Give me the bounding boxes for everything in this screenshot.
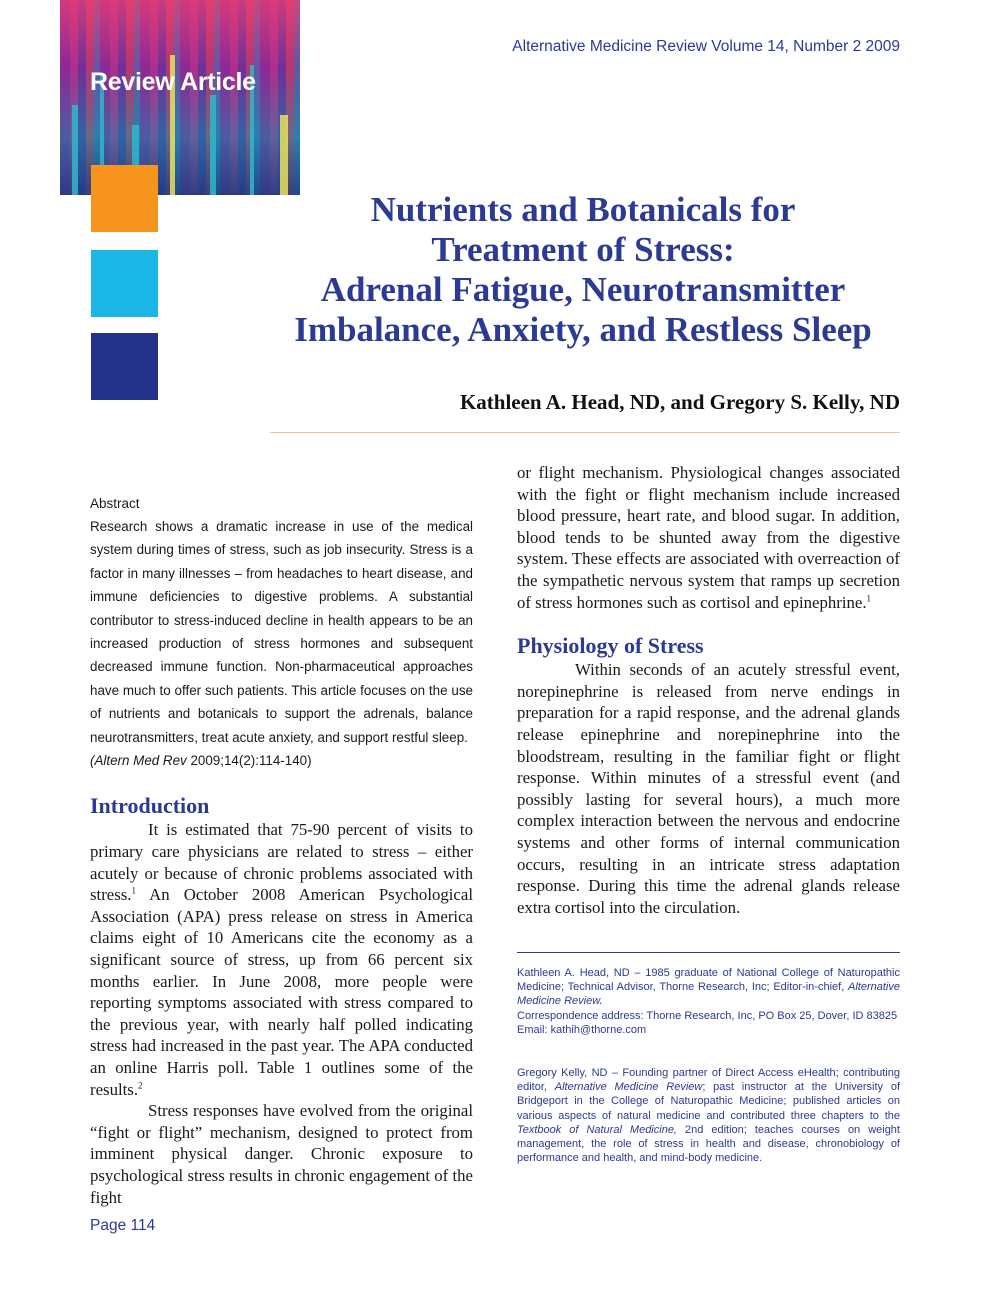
author-note-head: Kathleen A. Head, ND – 1985 graduate of National College of Naturopathic Medicine; Technical Advisor, Thorne Research, Inc; Editor-in-chief, Alternative Medicine Review. Correspondence address: Thorne Research, Inc, PO Box 25, Dover, ID 83825 Email: kathih@thorne.com	[517, 967, 900, 1036]
title-line: Treatment of Stress:	[431, 230, 735, 269]
author-note-kelly: Gregory Kelly, ND – Founding partner of Direct Access eHealth; contributing editor, Alternative Medicine Review; past instructor at the University of Bridgeport in the College of Naturopathic Medicine; published articles on various aspects of natural medicine and contributed three chapters to the Textbook of Natural Medicine, 2nd edition; teaches courses on weight management, the role of stress in health and disease, chronobiology of performance and health, and mind-body medicine.	[517, 1067, 900, 1165]
right-column	[517, 462, 900, 918]
title-line: Nutrients and Botanicals for	[370, 190, 796, 229]
introduction-paragraph: It is estimated that 75-90 percent of visits to primary care physicians are related to stress – either acutely or because of chronic problems associated with stress.$^1$ An October 2008 American Psychological Association (APA) press release on stress in America claims eight of 10 Americans cite the economy as a significant source of stress, up from 66 percent six months earlier. In June 2008, more people were reporting symptoms associated with stress compared to the previous year, with nearly half polled indicating stress had increased in the past year. The APA conducted an online Harris poll. Table 1 outlines some of the results.$^2$	[90, 820, 473, 1099]
abstract-citation-journal: (Altern Med Rev	[90, 753, 187, 769]
section-label: Review Article	[90, 68, 256, 96]
navy-square-decoration	[91, 333, 158, 400]
abstract-citation: 2009;14(2):114-140)	[186, 753, 312, 769]
introduction-paragraph: Stress responses have evolved from the original “fight or flight” mechanism, designed to protect from imminent physical danger. Chronic exposure to psychological stress results in chronic engagement of the fight	[90, 1101, 473, 1207]
physiology-heading: Physiology of Stress	[517, 633, 704, 659]
introduction-heading: Introduction	[90, 793, 210, 819]
continuation-paragraph: or flight mechanism. Physiological changes associated with the fight or flight mechanism include increased blood pressure, heart rate, and blood sugar. In addition, blood tends to be shunted away from the digestive system. These effects are associated with overreaction of the sympathetic nervous system that ramps up secretion of stress hormones such as cortisol and epinephrine.$^1$	[517, 463, 900, 612]
orange-square-decoration	[91, 165, 158, 232]
title-line: Adrenal Fatigue, Neurotransmitter	[320, 270, 846, 309]
page-number: Page 114	[90, 1217, 156, 1234]
authors: Kathleen A. Head, ND, and Gregory S. Kelly, ND	[459, 390, 900, 414]
abstract-heading: Abstract	[90, 496, 140, 511]
physiology-paragraph: Within seconds of an acutely stressful event, norepinephrine is released from nerve endings in preparation for a rapid response, and the adrenal glands release epinephrine and norepinephrine into the bloodstream, resulting in the familiar fight or flight response. Within minutes of a stressful event (and possibly lasting for several hours), a much more complex interaction between the nervous and endocrine systems and other forms of internal communication occurs, resulting in an intricate stress adaptation response. During this time the adrenal glands release extra cortisol into the circulation.	[517, 660, 900, 917]
cyan-square-decoration	[91, 250, 158, 317]
correspondence-address: Correspondence address: Thorne Research, Inc, PO Box 25, Dover, ID 83825	[517, 1009, 898, 1022]
left-column	[90, 496, 473, 1208]
author-email: Email: kathih@thorne.com	[517, 1023, 647, 1036]
abstract-text: Research shows a dramatic increase in use of the medical system during times of stress, such as job insecurity. Stress is a factor in many illnesses – from headaches to heart disease, and immune deficiencies to digestive problems. A substantial contributor to stress-induced decline in health appears to be an increased production of stress hormones and subsequent decreased immune function. Non-pharmaceutical approaches have much to offer such patients. This article focuses on the use of nutrients and botanicals to support the adrenals, balance neurotransmitters, treat acute anxiety, and support restful sleep. (Altern Med Rev 2009;14(2):114-140)	[90, 519, 473, 769]
journal-info: Alternative Medicine Review Volume 14, Number 2 2009	[512, 38, 900, 55]
header-divider	[270, 432, 900, 433]
notes-divider	[517, 952, 900, 953]
article-title	[268, 190, 898, 350]
title-line: Imbalance, Anxiety, and Restless Sleep	[294, 310, 872, 349]
